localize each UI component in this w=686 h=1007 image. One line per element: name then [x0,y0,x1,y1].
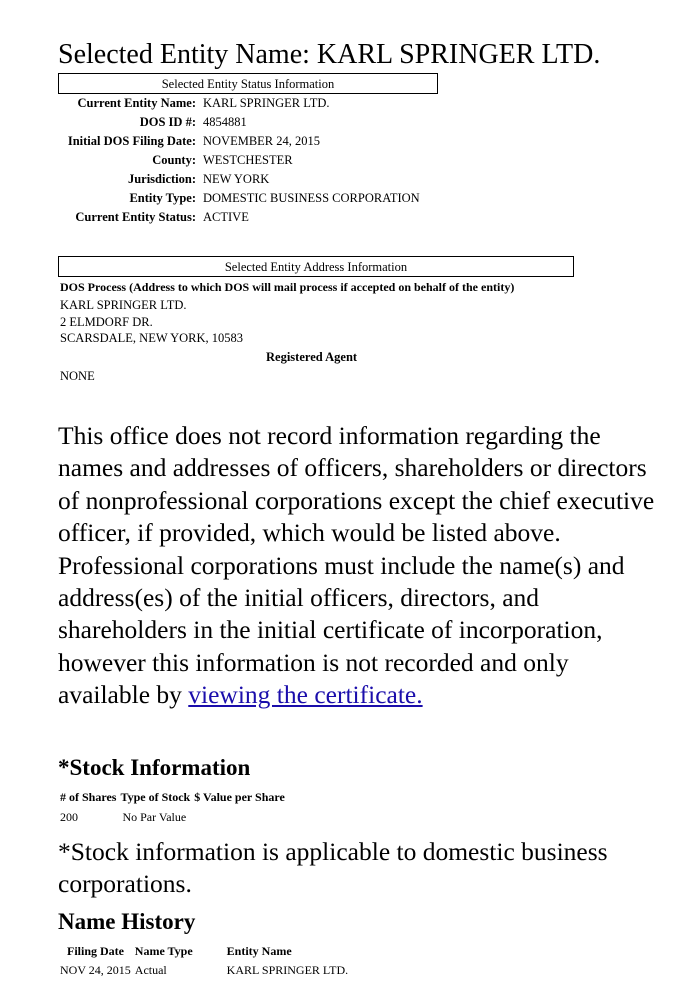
column-header: $ Value per Share [194,790,285,804]
table-row [58,151,424,170]
stock-table [60,788,285,827]
table-cell [194,807,285,827]
column-header: Filing Date [67,944,124,958]
table-cell: 200 [60,810,78,824]
table-row [58,94,424,113]
field-label: Current Entity Status: [75,210,196,224]
address-section-header: Selected Entity Address Information [58,256,574,277]
column-header: Entity Name [226,944,292,958]
table-row [58,113,424,132]
registered-agent-label: Registered Agent [266,350,358,364]
table-row [58,170,424,189]
view-certificate-link[interactable]: viewing the certificate. [188,680,423,710]
table-row [58,132,424,151]
table-row [58,189,424,208]
page-title: Selected Entity Name: KARL SPRINGER LTD. [58,39,601,70]
registered-agent-value: NONE [60,369,95,383]
address-line: SCARSDALE, NEW YORK, 10583 [60,331,243,345]
table-cell: No Par Value [122,810,187,824]
field-value: WESTCHESTER [203,153,293,167]
table-header-row [60,788,285,807]
field-value: 4854881 [203,115,247,129]
status-table [58,94,424,227]
table-row [60,807,285,827]
table-cell: NOV 24, 2015 [60,963,131,977]
table-header-row [60,942,348,961]
dos-process-label: DOS Process (Address to which DOS will mail process if accepted on behalf of the entity) [60,280,515,294]
officer-info-notice [58,420,658,712]
column-header: Type of Stock [120,790,191,804]
field-label: Current Entity Name: [77,96,196,110]
field-label: DOS ID #: [139,115,196,129]
field-value: ACTIVE [203,210,249,224]
column-header: # of Shares [60,790,117,804]
table-row [58,208,424,227]
table-cell: KARL SPRINGER LTD. [226,963,349,977]
field-value: NEW YORK [203,172,270,186]
notice-text: This office does not record information regarding the names and addresses of officers, shareholders or directors of nonprofessional corporations except the chief executive officer, if provided, which would be listed above. Professional corporations must include the name(s) and address(es) of the initial officers, directors, and shareholders in the initial certificate of incorporation, however this information is not recorded and only available by [58,421,655,710]
table-cell: Actual [134,963,167,977]
status-section-header: Selected Entity Status Information [58,73,438,94]
name-history-heading: Name History [58,909,196,934]
field-label: County: [152,153,196,167]
field-value: KARL SPRINGER LTD. [203,96,330,110]
field-value: DOMESTIC BUSINESS CORPORATION [203,191,420,205]
field-label: Jurisdiction: [127,172,196,186]
field-value: NOVEMBER 24, 2015 [203,134,321,148]
field-label: Initial DOS Filing Date: [67,134,196,148]
name-history-table [60,942,348,980]
stock-note: *Stock information is applicable to domestic business corporations. [58,837,608,899]
table-row [60,961,348,980]
field-label: Entity Type: [129,191,196,205]
stock-heading: *Stock Information [58,755,251,780]
address-line: KARL SPRINGER LTD. [60,298,187,312]
column-header: Name Type [134,944,193,958]
address-line: 2 ELMDORF DR. [60,315,153,329]
